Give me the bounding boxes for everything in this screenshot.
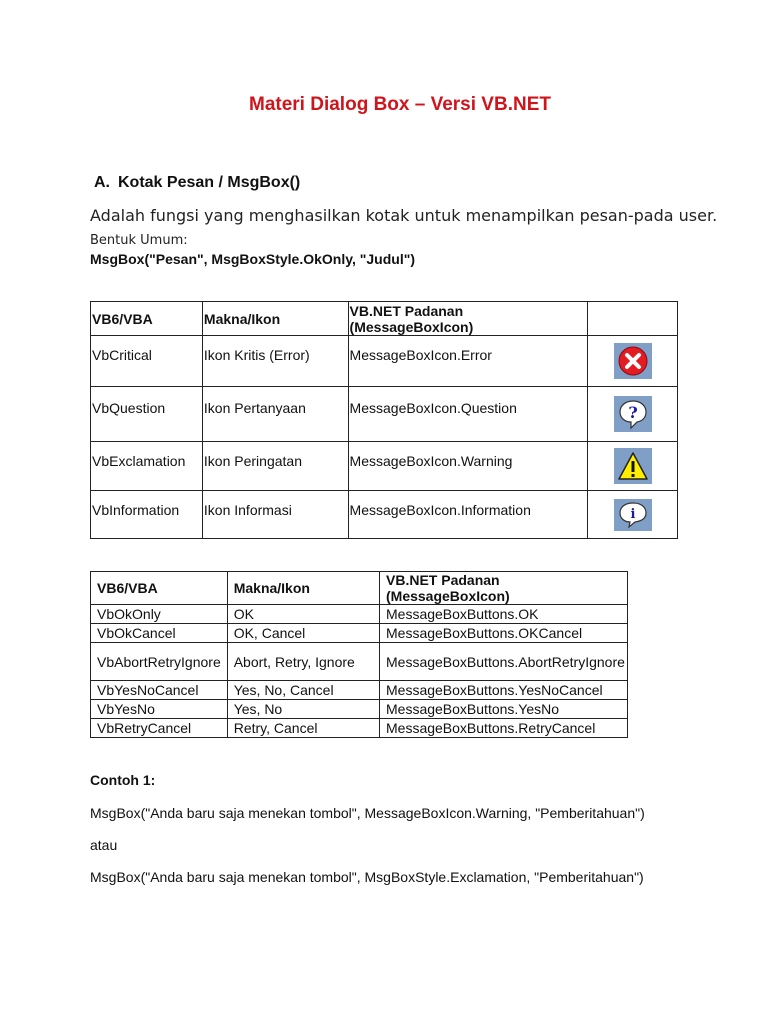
table-row — [91, 681, 628, 700]
table-cell — [348, 442, 588, 491]
page-title: Materi Dialog Box – Versi VB.NET — [249, 94, 551, 115]
svg-text:?: ? — [627, 403, 638, 422]
button-meaning: Yes, No, Cancel — [227, 681, 379, 700]
error-icon — [614, 343, 652, 379]
table-row — [91, 643, 628, 681]
table-row — [91, 442, 678, 491]
vb6-constant: VbOkCancel — [91, 624, 228, 643]
vb6-constant: VbYesNo — [91, 700, 228, 719]
vb6-constant: VbOkOnly — [91, 605, 228, 624]
table-row — [91, 387, 678, 442]
table-cell — [202, 336, 348, 387]
buttons-table-header: Makna/Ikon — [227, 572, 379, 605]
section-heading — [94, 174, 300, 192]
icon-meaning: Ikon Informasi — [203, 502, 292, 518]
icon-meaning: Ikon Kritis (Error) — [203, 347, 310, 363]
vbnet-equivalent: MessageBoxButtons.OKCancel — [380, 624, 628, 643]
icon-table-header-row — [91, 302, 678, 336]
button-meaning: Abort, Retry, Ignore — [227, 643, 379, 681]
syntax-label: Bentuk Umum: — [90, 233, 188, 248]
icon-table — [90, 301, 678, 539]
vb6-constant: VbCritical — [92, 347, 152, 363]
icon-table-header: VB6/VBA — [91, 302, 203, 336]
table-cell — [588, 491, 678, 539]
table-cell — [588, 442, 678, 491]
vbnet-equivalent: MessageBoxIcon.Question — [349, 400, 517, 416]
table-cell — [348, 491, 588, 539]
information-icon — [614, 499, 652, 531]
vb6-constant: VbYesNoCancel — [91, 681, 228, 700]
svg-text:i: i — [630, 506, 636, 522]
button-meaning: Yes, No — [227, 700, 379, 719]
vbnet-equivalent: MessageBoxIcon.Information — [349, 502, 531, 518]
icon-table-header: Makna/Ikon — [202, 302, 348, 336]
table-cell — [348, 387, 588, 442]
vbnet-equivalent: MessageBoxIcon.Error — [349, 347, 492, 363]
buttons-table-header-row — [91, 572, 628, 605]
button-meaning: OK — [227, 605, 379, 624]
intro-text: Adalah fungsi yang menghasilkan kotak untuk menampilkan pesan-pada user. — [90, 206, 718, 225]
table-row — [91, 700, 628, 719]
table-row — [91, 336, 678, 387]
vbnet-equivalent: MessageBoxButtons.OK — [380, 605, 628, 624]
vbnet-equivalent: MessageBoxIcon.Warning — [349, 453, 513, 469]
buttons-table — [90, 571, 628, 738]
table-cell — [91, 387, 203, 442]
table-row — [91, 491, 678, 539]
button-meaning: OK, Cancel — [227, 624, 379, 643]
vbnet-equivalent: MessageBoxButtons.YesNoCancel — [380, 681, 628, 700]
warning-icon — [614, 448, 652, 484]
vbnet-equivalent: MessageBoxButtons.YesNo — [380, 700, 628, 719]
example-code-line: MsgBox("Anda baru saja menekan tombol", MessageBoxIcon.Warning, "Pemberitahuan") — [90, 805, 645, 821]
section-heading-text: Kotak Pesan / MsgBox() — [118, 174, 301, 191]
table-cell — [91, 336, 203, 387]
table-cell — [348, 336, 588, 387]
table-cell — [202, 387, 348, 442]
section-number: A. — [94, 174, 110, 191]
table-cell — [91, 442, 203, 491]
table-cell — [202, 442, 348, 491]
icon-meaning: Ikon Peringatan — [203, 453, 302, 469]
example-title: Contoh 1: — [90, 772, 156, 788]
vbnet-equivalent: MessageBoxButtons.RetryCancel — [380, 719, 628, 738]
buttons-table-header: VB6/VBA — [91, 572, 228, 605]
button-meaning: Retry, Cancel — [227, 719, 379, 738]
vb6-constant: VbAbortRetryIgnore — [91, 643, 228, 681]
vb6-constant: VbQuestion — [92, 400, 166, 416]
table-cell — [588, 336, 678, 387]
table-row — [91, 605, 628, 624]
icon-meaning: Ikon Pertanyaan — [203, 400, 306, 416]
vb6-constant: VbExclamation — [92, 453, 186, 469]
vb6-constant: VbRetryCancel — [91, 719, 228, 738]
question-icon — [614, 396, 652, 432]
table-cell — [91, 491, 203, 539]
table-cell — [202, 491, 348, 539]
icon-table-header — [588, 302, 678, 336]
table-row — [91, 719, 628, 738]
table-cell — [588, 387, 678, 442]
example-or-text: atau — [90, 837, 118, 853]
table-row — [91, 624, 628, 643]
icon-table-header: VB.NET Padanan (MessageBoxIcon) — [348, 302, 588, 336]
vbnet-equivalent: MessageBoxButtons.AbortRetryIgnore — [380, 643, 628, 681]
example-code-line: MsgBox("Anda baru saja menekan tombol", MsgBoxStyle.Exclamation, "Pemberitahuan") — [90, 869, 644, 885]
buttons-table-header: VB.NET Padanan (MessageBoxIcon) — [380, 572, 628, 605]
vb6-constant: VbInformation — [92, 502, 180, 518]
syntax-code: MsgBox("Pesan", MsgBoxStyle.OkOnly, "Judul") — [90, 251, 416, 267]
